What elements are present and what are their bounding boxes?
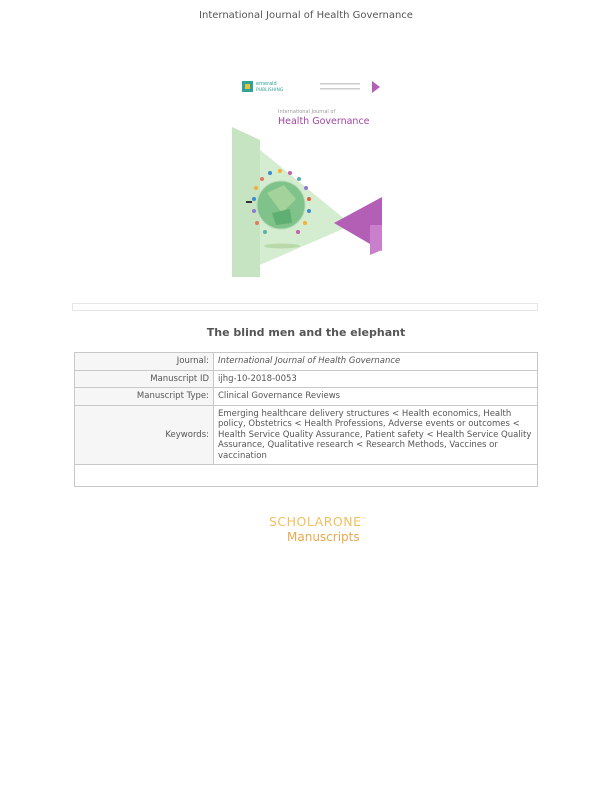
manuscript-type-label: Manuscript Type: bbox=[75, 388, 214, 406]
keywords-value: Emerging healthcare delivery structures < Health economics, Health policy, Obstetrics < Health Professions, Adverse events or outcomes < Health Service Quality Assurance, Patient safety < Health Service Quality Assurance, Qualitative research < Research Methods, Vaccines or vaccination bbox=[214, 405, 538, 465]
empty-cell bbox=[75, 465, 538, 487]
purple-arrow-icon bbox=[372, 81, 380, 93]
journal-prefix: International Journal of bbox=[278, 109, 336, 115]
table-row bbox=[75, 370, 538, 388]
scholarone-logo bbox=[269, 514, 369, 544]
table-row bbox=[75, 405, 538, 465]
table-row bbox=[75, 388, 538, 406]
divider-box bbox=[72, 303, 538, 311]
paper-title: The blind men and the elephant bbox=[206, 326, 406, 339]
manuscript-id-label: Manuscript ID bbox=[75, 370, 214, 388]
table-row bbox=[75, 353, 538, 371]
keywords-label: Keywords: bbox=[75, 405, 214, 465]
journal-name: Health Governance bbox=[278, 116, 370, 127]
running-header: International Journal of Health Governance bbox=[199, 10, 413, 21]
scholarone-wordmark: SCHOLARONE bbox=[269, 514, 362, 529]
manuscript-type-value: Clinical Governance Reviews bbox=[214, 388, 538, 406]
publisher-sub: PUBLISHING bbox=[256, 88, 284, 93]
journal-value: International Journal of Health Governance bbox=[214, 353, 538, 371]
publisher-name: emerald bbox=[256, 81, 277, 87]
journal-label: Journal: bbox=[75, 353, 214, 371]
manuscript-id-value: ijhg-10-2018-0053 bbox=[214, 370, 538, 388]
trademark-mark: ™ bbox=[361, 516, 367, 523]
table-row-empty bbox=[75, 465, 538, 487]
manuscript-metadata-table bbox=[74, 352, 538, 487]
journal-cover-image bbox=[232, 75, 382, 277]
manuscripts-wordmark: Manuscripts bbox=[287, 530, 360, 544]
emerald-logo-icon bbox=[242, 81, 253, 92]
